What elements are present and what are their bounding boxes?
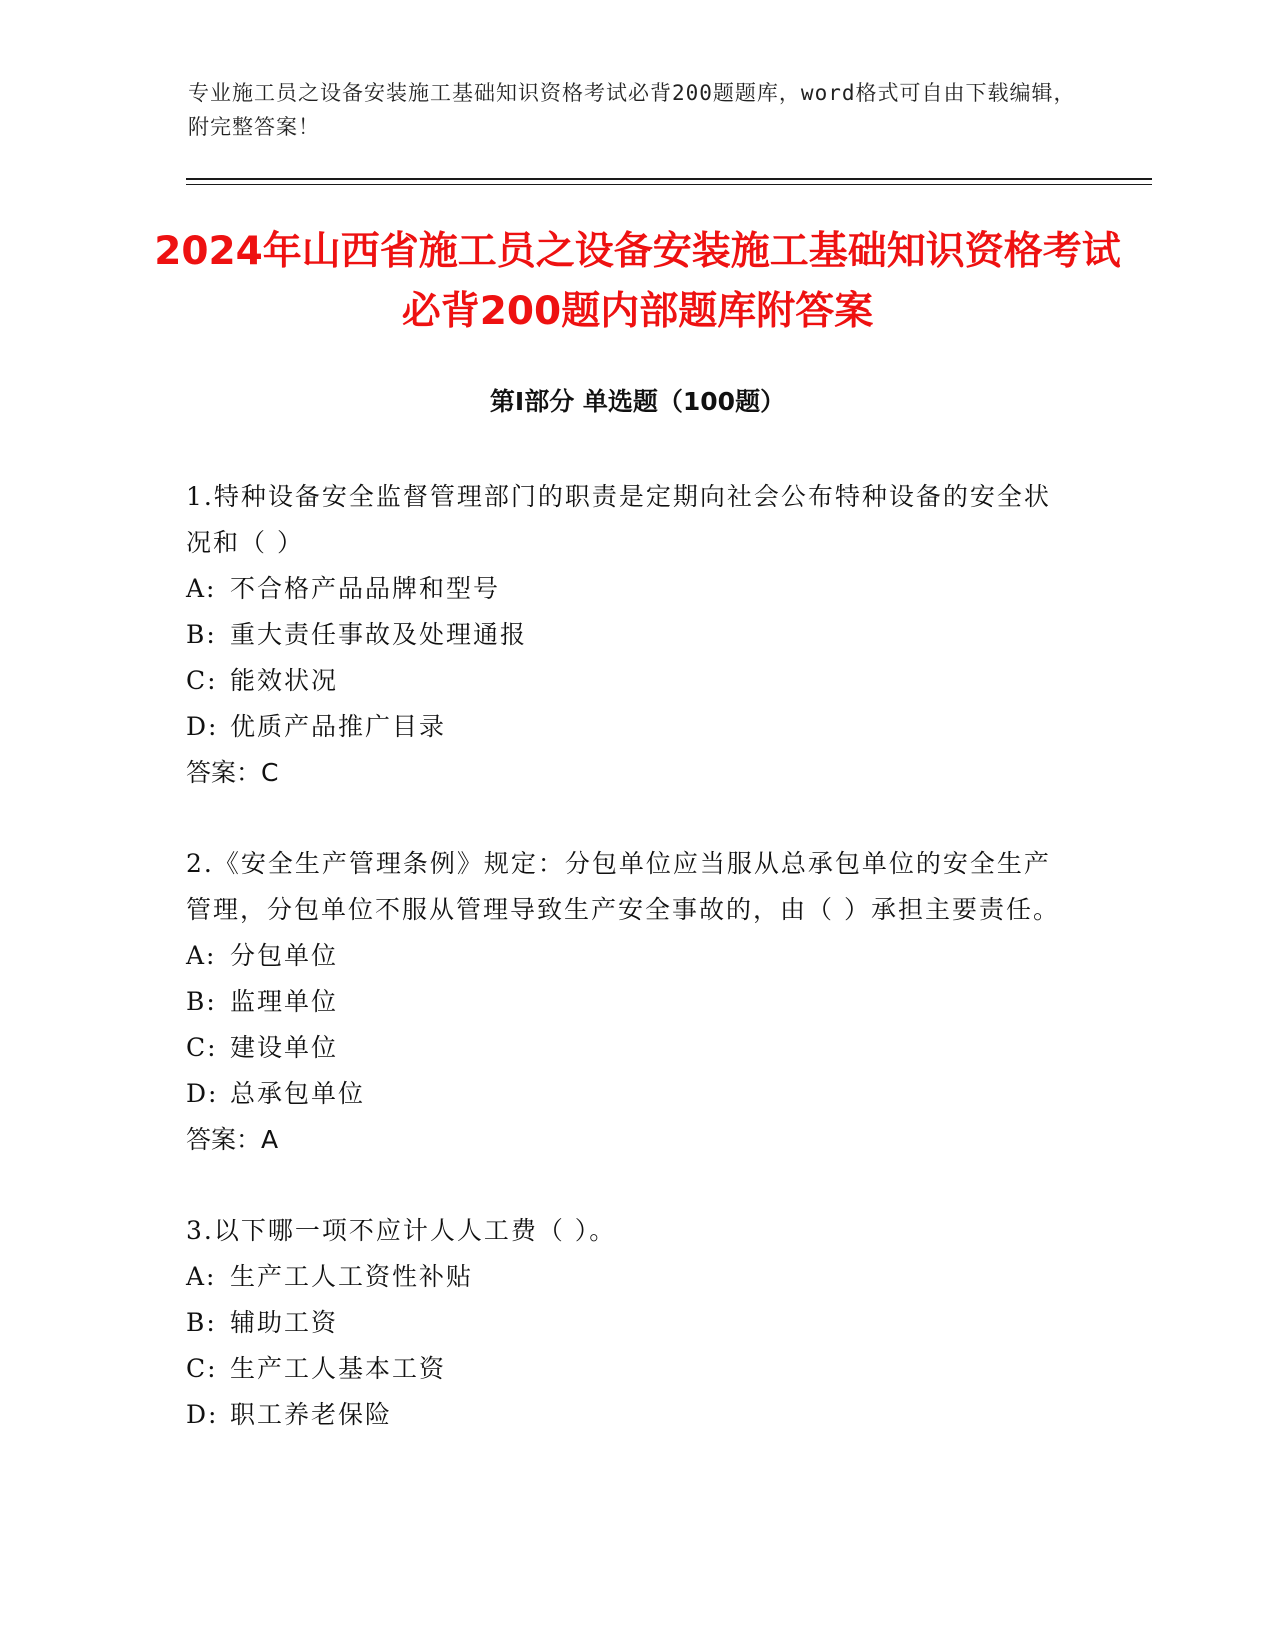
option-a xyxy=(186,1254,1076,1300)
option-text: 分包单位 xyxy=(230,941,339,970)
option-key: D: xyxy=(186,1400,219,1429)
section-title: 第Ⅰ部分 单选题（100题） xyxy=(489,387,786,416)
option-text: 建设单位 xyxy=(230,1033,339,1062)
question-stem: 3.以下哪一项不应计人人工费（ ）。 xyxy=(186,1216,617,1245)
option-key: B: xyxy=(186,620,217,649)
document-title: 2024年山西省施工员之设备安装施工基础知识资格考试必背200题内部题库附答案 xyxy=(154,229,1121,334)
question-stem: 1.特种设备安全监督管理部门的职责是定期向社会公布特种设备的安全状况和（ ） xyxy=(186,482,1051,557)
option-text: 总承包单位 xyxy=(230,1079,366,1108)
option-c xyxy=(186,1025,1076,1071)
option-text: 重大责任事故及处理通报 xyxy=(230,620,528,649)
option-key: C: xyxy=(186,1033,218,1062)
option-key: A: xyxy=(186,574,217,603)
question-stem: 2.《安全生产管理条例》规定：分包单位应当服从总承包单位的安全生产管理，分包单位不服从管理导致生产安全事故的，由（ ）承担主要责任。 xyxy=(186,849,1060,924)
header-divider-thin xyxy=(186,184,1152,185)
option-key: A: xyxy=(186,1262,217,1291)
option-text: 生产工人基本工资 xyxy=(230,1354,447,1383)
question-1 xyxy=(186,474,1076,796)
option-key: B: xyxy=(186,1308,217,1337)
answer-line: 答案：A xyxy=(186,1125,279,1154)
option-a xyxy=(186,933,1076,979)
option-key: D: xyxy=(186,1079,219,1108)
option-text: 不合格产品品牌和型号 xyxy=(230,574,501,603)
option-key: B: xyxy=(186,987,217,1016)
option-key: D: xyxy=(186,712,219,741)
option-c xyxy=(186,1346,1076,1392)
option-d xyxy=(186,1392,1076,1438)
option-d xyxy=(186,704,1076,750)
question-2 xyxy=(186,841,1076,1163)
option-key: A: xyxy=(186,941,217,970)
option-text: 能效状况 xyxy=(230,666,339,695)
option-key: C: xyxy=(186,666,218,695)
option-text: 监理单位 xyxy=(230,987,339,1016)
option-text: 生产工人工资性补贴 xyxy=(230,1262,474,1291)
option-text: 辅助工资 xyxy=(230,1308,339,1337)
question-list xyxy=(186,474,1076,1483)
option-b xyxy=(186,1300,1076,1346)
option-key: C: xyxy=(186,1354,218,1383)
option-d xyxy=(186,1071,1076,1117)
option-text: 职工养老保险 xyxy=(230,1400,393,1429)
option-text: 优质产品推广目录 xyxy=(230,712,447,741)
question-3 xyxy=(186,1208,1076,1438)
option-a xyxy=(186,566,1076,612)
option-c xyxy=(186,658,1076,704)
header-note: 专业施工员之设备安装施工基础知识资格考试必背200题题库，word格式可自由下载编辑，附完整答案！ xyxy=(188,81,1076,139)
header-divider-thick xyxy=(186,178,1152,180)
answer-line: 答案：C xyxy=(186,758,279,787)
option-b xyxy=(186,612,1076,658)
option-b xyxy=(186,979,1076,1025)
